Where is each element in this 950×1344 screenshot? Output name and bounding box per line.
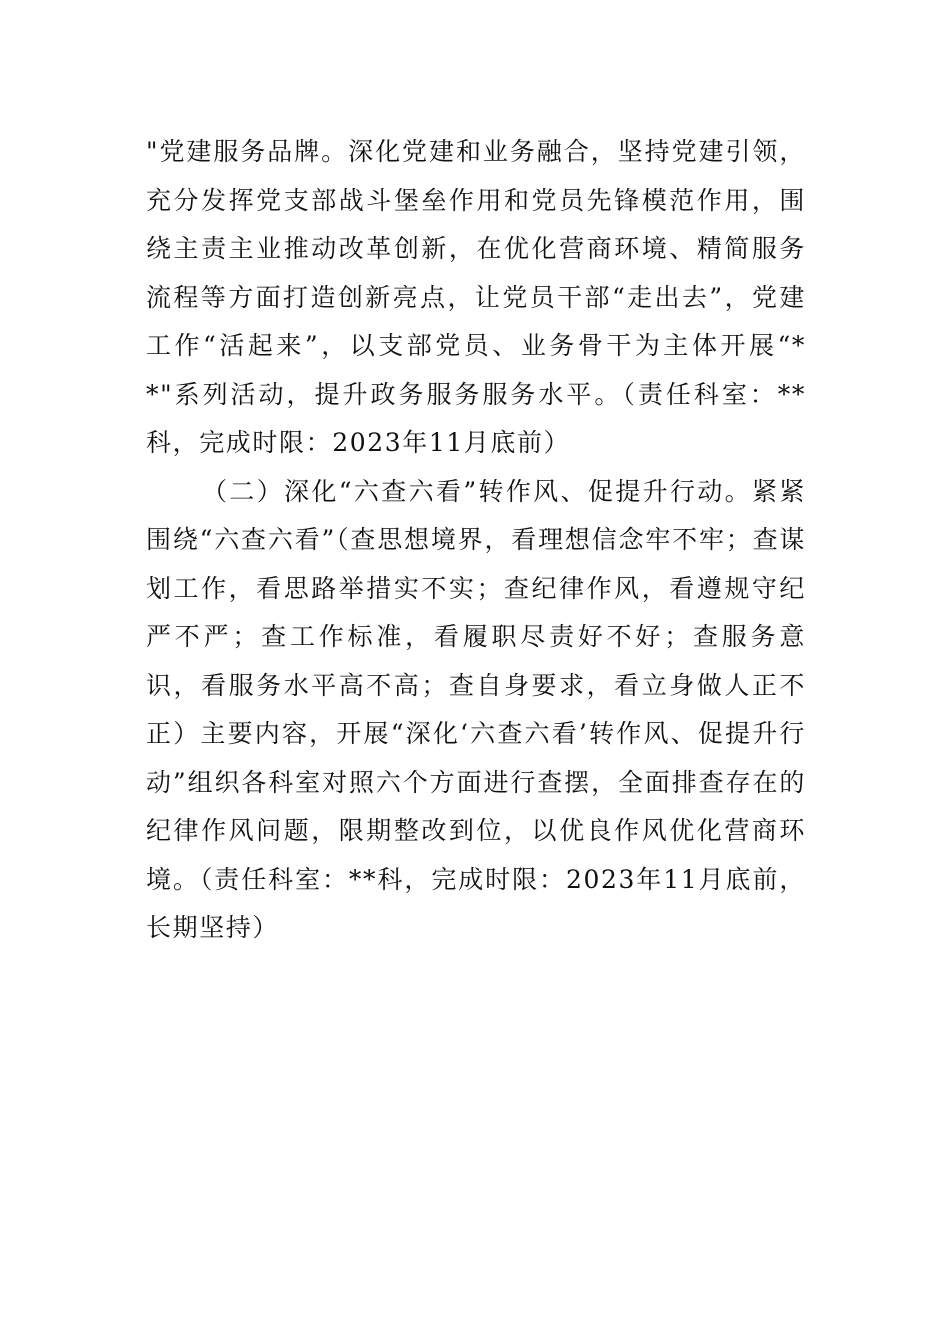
document-body: [146, 128, 806, 953]
body-paragraph-2: （二）深化“六查六看”转作风、促提升行动。紧紧围绕“六查六看”（查思想境界，看理想信念牢不牢；查谋划工作，看思路举措实不实；查纪律作风，看遵规守纪严不严；查工作标准，看履职尽责好不好；查服务意识，看服务水平高不高；查自身要求，看立身做人正不正）主要内容，开展“深化‘六查六看’转作风、促提升行动”组织各科室对照六个方面进行查摆，全面排查存在的纪律作风问题，限期整改到位，以优良作风优化营商环境。（责任科室：**科，完成时限：2023年11月底前，长期坚持）: [146, 476, 806, 942]
body-paragraph-1: "党建服务品牌。深化党建和业务融合，坚持党建引领，充分发挥党支部战斗堡垒作用和党员先锋模范作用，围绕主责主业推动改革创新，在优化营商环境、精简服务流程等方面打造创新亮点，让党员干部“走出去”，党建工作“活起来”，以支部党员、业务骨干为主体开展“**"系列活动，提升政务服务服务水平。（责任科室：**科，完成时限：2023年11月底前）: [146, 137, 806, 457]
